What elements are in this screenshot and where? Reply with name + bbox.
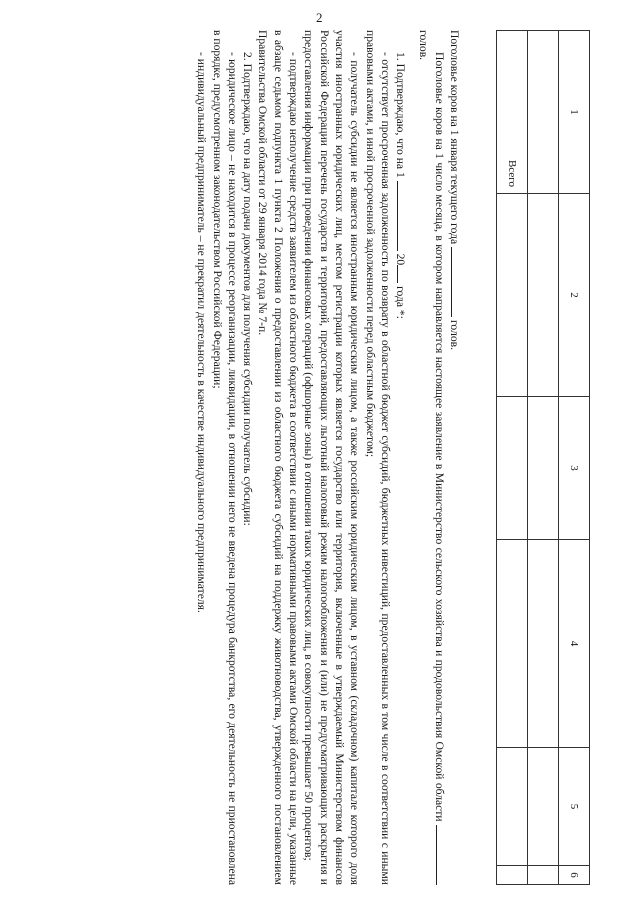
section-1-item-2: - получатель субсидии не является иностранным юридическим лицом, а также российским юридическим лицом, в уставном (складочном) капитале которого доля участия иностранных юридических лиц, местом регистрации которых является государство или территория, включенные в утверждаемый Министерством финансов Российской Федерации перечень государств и территорий, предоставляющих льготный налоговый режим налогообложения и (или) не предусматривающих раскрытия и предоставления информации при проведении финансовых операций (офшорные зоны) в отношении таких юридических лиц, в совокупности превышает 50 процентов; [302,30,362,885]
table-cell [528,748,559,866]
herd-month-blank [436,825,437,885]
herd-month-line: Поголовье коров на 1 число месяца, в котором направляется настоящее заявление в Министерство сельского хозяйства и продовольствия Омской области голов. [416,30,447,885]
table-header-cell: 4 [559,540,590,748]
table-cell [528,31,559,194]
date-blank [397,181,398,251]
document-body [194,30,462,885]
table-cell [497,540,528,748]
table-cell [497,194,528,397]
table-cell [497,748,528,866]
page-number: 2 [316,10,323,25]
section-1-item-1: - отсутствует просроченная задолженность по возврату в областной бюджет субсидий, бюджетных инвестиций, предоставленных в том числе в соответствии с иными правовыми актами, и иной просроченной задолженности перед областным бюджетом; [363,30,392,885]
table-cell [528,397,559,540]
table-cell [497,397,528,540]
section-1-item-3: - подтверждаю неполучение средств заявителем из областного бюджета в соответствии с иными нормативными правовыми актами Омской области на цели, указанные в абзаце седьмом подпункта 1 пункта 2 Положения о предоставлении из областного бюджета субсидий на поддержку животноводства, утвержденного постановлением Правительства Омской области от 29 января 2014 года № 7-п. [256,30,301,885]
table-header-cell: 5 [559,748,590,866]
livestock-table [496,30,590,885]
table-header-cell: 2 [559,194,590,397]
table-cell [528,540,559,748]
table-header-cell: 6 [559,866,590,885]
table-header-cell: 1 [559,31,590,194]
table-header-cell: 3 [559,397,590,540]
section-1-heading: 1. Подтверждаю, что на 1 20 года *: [394,52,408,319]
section-2-item-1: - юридическое лицо – не находится в процессе реорганизации, ликвидации, в отношении него не введена процедура банкротства, его деятельность не приостановлена в порядке, предусмотренном законодательством Российской Федерации; [210,30,239,885]
section-2-item-2: - индивидуальный предприниматель – не прекратил деятельность в качестве индивидуального предпринимателя. [195,52,209,613]
table-cell [528,194,559,397]
table-total-label: Всего [497,31,528,194]
herd-current-year-line: Поголовье коров на 1 января текущего года голов. [448,30,461,351]
table-total-row [497,31,528,885]
herd-count-blank [451,247,452,317]
section-2-heading: 2. Подтверждаю, что на дату подачи документов для получения субсидии получатель субсидии: [241,52,255,526]
table-cell [528,866,559,885]
table-cell [497,866,528,885]
rotated-page-content [55,30,590,885]
table-header-row [559,31,590,885]
table-row [528,31,559,885]
year-blank [397,265,398,283]
